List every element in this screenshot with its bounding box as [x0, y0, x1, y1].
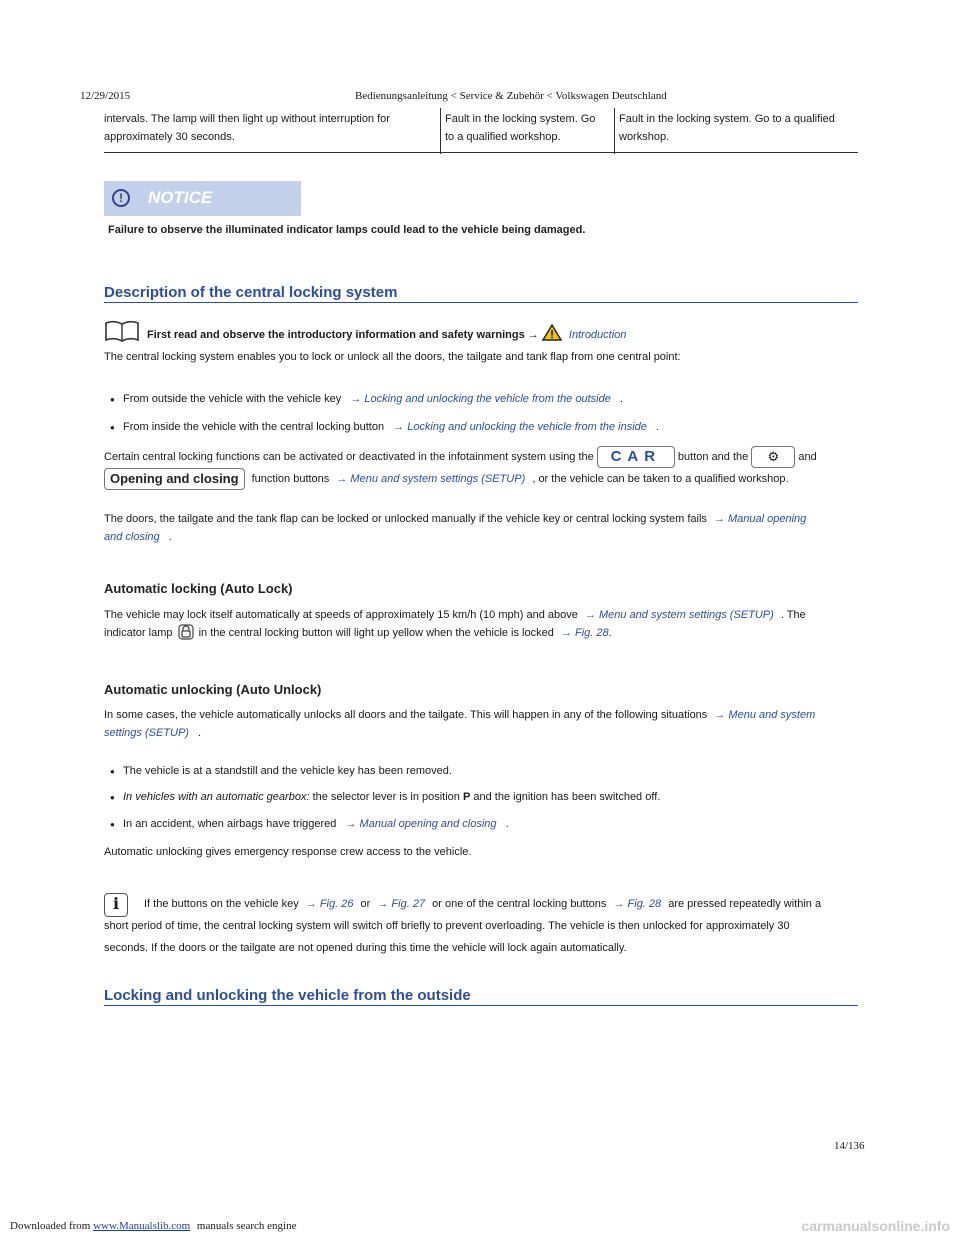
- exclamation-circle-icon: !: [112, 189, 130, 207]
- safety-warning-intro: First read and observe the introductory information and safety warnings → Introduction: [147, 324, 626, 341]
- infotainment-paragraph-line1: Certain central locking functions can be activated or deactivated in the infotainment system using the CAR button and the ⚙ and: [104, 446, 858, 468]
- infotainment-paragraph-line2: Opening and closing function buttons → Menu and system settings (SETUP) , or the vehicle can be taken to a qualified workshop.: [104, 468, 858, 490]
- auto-unlock-line1: In some cases, the vehicle automatically unlocks all doors and the tailgate. This will happen in any of the following situations → Menu and system: [104, 709, 816, 721]
- list-item: ● In vehicles with an automatic gearbox: the selector lever is in position P and the ignition has been switched off.: [110, 791, 660, 803]
- car-button: CAR: [597, 446, 675, 468]
- heading-rule: [104, 302, 858, 303]
- section-heading-outside: Locking and unlocking the vehicle from the outside: [104, 987, 471, 1004]
- link-manual-opening-cont[interactable]: and closing: [104, 531, 160, 543]
- section-heading-central-locking: Description of the central locking system: [104, 284, 398, 301]
- page-number: 14/136: [834, 1140, 865, 1152]
- link-fig28[interactable]: → Fig. 28: [560, 627, 609, 639]
- table-cell: Fault in the locking system. Go to a qualified workshop.: [614, 108, 855, 154]
- heading-rule: [104, 1005, 858, 1006]
- link-manual-opening[interactable]: → Manual opening: [713, 513, 807, 525]
- link-manual-opening-2[interactable]: → Manual opening and closing: [345, 818, 497, 830]
- padlock-icon: [178, 624, 194, 640]
- auto-unlock-note: Automatic unlocking gives emergency response crew access to the vehicle.: [104, 846, 472, 858]
- auto-lock-line2: indicator lamp in the central locking button will light up yellow when the vehicle is locked → Fig. 28.: [104, 624, 858, 642]
- list-item: ● From outside the vehicle with the vehicle key → Locking and unlocking the vehicle from the outside .: [110, 393, 623, 405]
- table-cell: intervals. The lamp will then light up without interruption for approximately 30 seconds.: [104, 113, 390, 143]
- warning-triangle-icon: [542, 324, 562, 341]
- manualslib-link[interactable]: www.Manualslib.com: [93, 1220, 191, 1232]
- download-footer: Downloaded from www.Manualslib.com manuals search engine: [10, 1220, 297, 1232]
- book-icon: [104, 320, 140, 342]
- info-line1: If the buttons on the vehicle key → Fig. 26 or → Fig. 27 or one of the central locking buttons → Fig. 28 are pressed repeatedly within a: [144, 898, 822, 910]
- list-item: ● From inside the vehicle with the central locking button → Locking and unlocking the vehicle from the inside .: [110, 421, 659, 433]
- watermark: carmanualsonline.info: [801, 1218, 950, 1234]
- link-fig27[interactable]: → Fig. 27: [377, 898, 426, 910]
- link-setup-3-cont[interactable]: settings (SETUP): [104, 727, 189, 739]
- info-icon: i: [104, 893, 128, 917]
- intro-paragraph: The central locking system enables you to lock or unlock all the doors, the tailgate and tank flap from one central point:: [104, 351, 681, 363]
- manual-paragraph-line1: The doors, the tailgate and the tank flap can be locked or unlocked manually if the vehicle key or central locking system fails → Manual opening: [104, 513, 807, 525]
- link-fig26[interactable]: → Fig. 26: [305, 898, 354, 910]
- notice-box: [104, 181, 301, 216]
- heading-auto-lock: Automatic locking (Auto Lock): [104, 581, 293, 596]
- header-date: 12/29/2015: [80, 90, 131, 102]
- opening-closing-button: Opening and closing: [104, 468, 245, 490]
- introduction-link[interactable]: Introduction: [568, 329, 627, 341]
- heading-auto-unlock: Automatic unlocking (Auto Unlock): [104, 682, 322, 697]
- manual-paragraph-line2: and closing .: [104, 531, 172, 543]
- link-setup-3[interactable]: → Menu and system: [714, 709, 816, 721]
- notice-text: Failure to observe the illuminated indicator lamps could lead to the vehicle being damaged.: [108, 224, 586, 236]
- setup-gear-button: ⚙: [751, 446, 795, 468]
- table-cell: Fault in the locking system. Go to a qualified workshop.: [440, 108, 613, 154]
- header-title: Bedienungsanleitung < Service & Zubehör < Volkswagen Deutschland: [355, 90, 667, 102]
- link-outside[interactable]: → Locking and unlocking the vehicle from the outside: [350, 393, 611, 405]
- link-inside[interactable]: → Locking and unlocking the vehicle from the inside: [393, 421, 647, 433]
- info-line2: short period of time, the central locking system will switch off briefly to prevent overloading. The vehicle is then unlocked for approximately 30: [104, 920, 790, 932]
- link-setup-2[interactable]: → Menu and system settings (SETUP): [584, 609, 774, 621]
- link-fig28-2[interactable]: → Fig. 28: [613, 898, 662, 910]
- notice-label: NOTICE: [148, 188, 213, 207]
- auto-unlock-line2: settings (SETUP) .: [104, 727, 202, 739]
- list-item: ● The vehicle is at a standstill and the vehicle key has been removed.: [110, 765, 452, 777]
- auto-lock-line1: The vehicle may lock itself automatically at speeds of approximately 15 km/h (10 mph) and above → Menu and system settings (SETUP) . The: [104, 609, 806, 621]
- link-setup[interactable]: → Menu and system settings (SETUP): [336, 472, 526, 485]
- status-table: [104, 108, 858, 153]
- info-line3: seconds. If the doors or the tailgate are not opened during this time the vehicle will lock again automatically.: [104, 942, 627, 954]
- list-item: ● In an accident, when airbags have triggered → Manual opening and closing .: [110, 818, 509, 830]
